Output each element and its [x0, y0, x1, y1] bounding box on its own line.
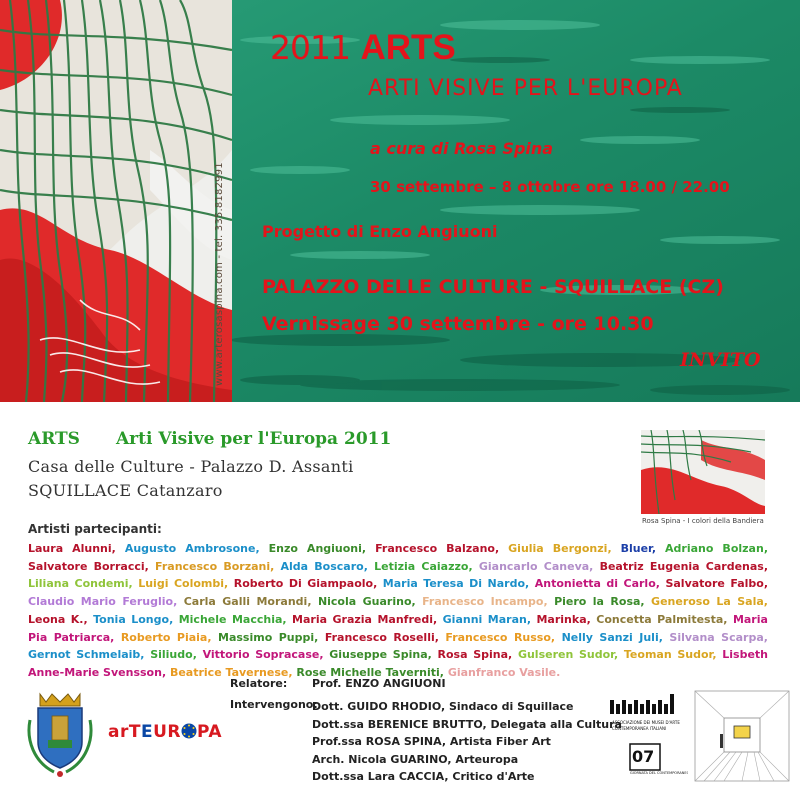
artist-separator: ,	[494, 542, 509, 555]
artist-separator: ,	[161, 665, 170, 679]
artist-name: Adriano Bolzan	[665, 542, 764, 555]
artist-name: Gianni Maran	[442, 612, 527, 626]
artist-name: Gernot Schmelaib	[28, 648, 141, 662]
artist-separator: ,	[144, 559, 156, 573]
eu-stars-icon	[181, 723, 197, 739]
arteuropa-part-a: arT	[108, 722, 141, 742]
artist-separator: ,	[224, 577, 234, 591]
artist-separator: ,	[763, 630, 768, 644]
artist-separator: ,	[373, 577, 383, 591]
artist-separator: ,	[270, 559, 281, 573]
amaci-line2: CONTEMPORANEA ITALIANI	[612, 726, 667, 731]
event-subtitle: ARTI VISIVE PER L'EUROPA	[368, 76, 683, 101]
artwork-thumbnail	[641, 430, 765, 514]
amaci-mark-icon	[608, 690, 688, 774]
artist-name: Maria Pia Patriarca	[28, 612, 768, 644]
title-year: 2011	[270, 28, 350, 67]
artist-name: Gulseren Sudor	[517, 648, 614, 662]
thumbnail-caption: Rosa Spina - I colori della Bandiera	[642, 517, 764, 525]
artist-name: Giancarlo Caneva	[478, 559, 590, 573]
artwork-thumbnail-image	[641, 430, 765, 514]
event-dates: 30 settembre – 8 ottobre ore 18.00 / 22.00	[370, 178, 730, 196]
artist-name: Michele Macchia	[178, 612, 283, 626]
artist-name: Piero la Rosa	[554, 595, 641, 609]
crest-icon	[24, 690, 96, 778]
artist-separator: ,	[83, 612, 94, 626]
artist-separator: ,	[712, 648, 723, 662]
speaker-item: Arch. Nicola GUARINO, Arteuropa	[312, 752, 519, 766]
amaci-number: 07	[632, 747, 655, 766]
artist-separator: ,	[614, 648, 624, 662]
artist-separator: ,	[255, 542, 269, 555]
artist-name: Gianfranco Vasile	[447, 665, 557, 679]
speaker-item: Dott.ssa BERENICE BRUTTO, Delegata alla Cultura	[312, 717, 622, 731]
artist-separator: ,	[543, 595, 555, 609]
artist-name: Silvana Scarpa	[669, 630, 764, 644]
artist-name: Tonia Longo	[93, 612, 170, 626]
artist-separator: ,	[288, 665, 297, 679]
artist-name: Francesco Balzano	[375, 542, 495, 555]
artist-separator: ,	[468, 559, 479, 573]
artist-name: Bluer	[620, 542, 652, 555]
artist-name: Giuseppe Spina	[329, 648, 428, 662]
artist-separator: ,	[432, 612, 443, 626]
artist-separator: ,	[207, 630, 219, 644]
venue-place: Casa delle Culture - Palazzo D. Assanti	[28, 457, 354, 476]
arteuropa-part-d: PA	[196, 722, 223, 742]
artist-separator: ,	[658, 630, 670, 644]
artist-name: Francesco Russo	[445, 630, 551, 644]
relatore-label: Relatore:	[230, 677, 288, 690]
artist-name: Carla Galli Morandi	[183, 595, 308, 609]
artist-name: Salvatore Falbo	[665, 577, 764, 591]
artist-separator: ,	[508, 648, 518, 662]
artist-name: Generoso La Sala	[651, 595, 764, 609]
artist-separator: ,	[314, 630, 325, 644]
artist-separator: ,	[173, 595, 184, 609]
artist-name: Giulia Bergonzi	[508, 542, 608, 555]
artist-name: Rosa Spina	[437, 648, 509, 662]
artist-name: Francesco Incampo	[422, 595, 544, 609]
artist-name: Luigi Colombi	[138, 577, 225, 591]
artist-separator: ,	[439, 665, 448, 679]
title-arts: ARTS	[360, 28, 456, 67]
artist-name: Lisbeth Anne-Marie Svensson	[28, 648, 769, 679]
artist-separator: ,	[110, 630, 121, 644]
amaci-day: GIORNATA DEL CONTEMPORANEO	[630, 771, 688, 774]
artist-separator: ,	[307, 595, 318, 609]
arteuropa-logo	[108, 722, 222, 742]
artist-separator: ,	[655, 577, 666, 591]
artist-name: Laura Alunni	[28, 542, 112, 555]
artist-separator: ,	[550, 630, 562, 644]
artist-separator: ,	[640, 595, 652, 609]
venue-city: SQUILLACE Catanzaro	[28, 481, 223, 500]
artist-separator: ,	[763, 559, 769, 573]
artist-name: Maria Grazia Manfredi	[292, 612, 433, 626]
artist-separator: ,	[282, 612, 293, 626]
arteuropa-part-b: E	[140, 722, 154, 742]
artist-separator: ,	[525, 577, 535, 591]
artists-list	[28, 540, 768, 682]
artist-separator: ,	[651, 542, 666, 555]
artist-separator: ,	[363, 559, 375, 573]
intervengono-label: Intervengono:	[230, 698, 318, 711]
artist-name: Nelly Sanzi Juli	[561, 630, 659, 644]
intervengono-list	[312, 698, 622, 786]
squillace-crest-logo	[24, 690, 96, 778]
project-line: Progetto di Enzo Angiuoni	[262, 222, 498, 241]
artist-name: Liliana Condemi	[28, 577, 129, 591]
artist-separator: ,	[607, 542, 621, 555]
artist-name: Salvatore Borracci	[28, 559, 145, 573]
arts-word: ARTS	[28, 429, 80, 449]
artist-name: Alda Boscaro	[280, 559, 364, 573]
artist-separator: ,	[169, 612, 179, 626]
artist-separator: ,	[586, 612, 597, 626]
artist-name: Leona K.	[28, 612, 84, 626]
artist-name: Maria Teresa Di Nardo	[382, 577, 526, 591]
artist-separator: ,	[427, 648, 438, 662]
artist-separator: ,	[589, 559, 600, 573]
artist-separator: ,	[723, 612, 733, 626]
artist-name: Francesco Roselli	[324, 630, 435, 644]
artist-separator: ,	[192, 648, 203, 662]
artist-name: Rose Michelle Taverniti	[296, 665, 440, 679]
artist-name: Antonietta di Carlo	[534, 577, 656, 591]
artist-name: Concetta Palmitesta	[596, 612, 724, 626]
artist-name: Augusto Ambrosone	[124, 542, 256, 555]
artist-name: Teoman Sudor	[623, 648, 713, 662]
artist-separator: ,	[111, 542, 125, 555]
speaker-item: Dott. GUIDO RHODIO, Sindaco di Squillace	[312, 700, 574, 713]
artists-heading: Artisti partecipanti:	[28, 522, 162, 536]
artist-separator: ,	[763, 542, 768, 555]
arts-full-title: Arti Visive per l'Europa 2011	[115, 429, 392, 449]
arts-heading	[28, 429, 391, 449]
artist-name: Beatrice Tavernese	[169, 665, 289, 679]
artist-separator: ,	[763, 595, 768, 609]
arteuropa-part-c: UR	[153, 722, 181, 742]
artist-name: Massimo Puppi	[218, 630, 315, 644]
perspective-room-icon	[694, 690, 790, 782]
artist-name: Enzo Angiuoni	[268, 542, 362, 555]
curator-line: a cura di Rosa Spina	[370, 139, 554, 158]
artist-separator: .	[556, 665, 561, 679]
perspective-room-artwork	[694, 690, 790, 782]
artist-name: Claudio Mario Feruglio	[28, 595, 174, 609]
artist-separator: ,	[411, 595, 423, 609]
vernissage-line: Vernissage 30 settembre - ore 10.30	[262, 313, 654, 335]
artist-name: Siliudo	[150, 648, 193, 662]
speaker-item: Dott.ssa Lara CACCIA, Critico d'Arte	[312, 770, 535, 783]
invito-label: INVITO	[680, 349, 761, 371]
artist-name: Francesco Borzani	[155, 559, 271, 573]
artist-separator: ,	[434, 630, 446, 644]
venue-line: PALAZZO DELLE CULTURE - SQUILLACE (CZ)	[262, 276, 724, 298]
artist-name: Nicola Guarino	[317, 595, 412, 609]
artist-separator: ,	[763, 577, 769, 591]
relatore-name: Prof. ENZO ANGIUONI	[312, 677, 446, 690]
artist-name: Beatriz Eugenia Cardenas	[599, 559, 764, 573]
artist-separator: ,	[128, 577, 139, 591]
amaci-line1: ASSOCIAZIONE DEI MUSEI D'ARTE	[612, 720, 680, 725]
artist-separator: ,	[319, 648, 330, 662]
artist-separator: ,	[526, 612, 537, 626]
speaker-item: Prof.ssa ROSA SPINA, Artista Fiber Art	[312, 735, 551, 748]
event-title	[270, 28, 456, 68]
amaci-logo	[608, 690, 688, 774]
artist-name: Letizia Caiazzo	[374, 559, 469, 573]
artist-name: Roberto Piaia	[120, 630, 208, 644]
artist-separator: ,	[140, 648, 151, 662]
artist-name: Vittorio Sopracase	[202, 648, 320, 662]
artist-name: Roberto Di Giampaolo	[233, 577, 374, 591]
artist-separator: ,	[361, 542, 376, 555]
vertical-credit: www.arterosaspina.com - tel. 335.8182991	[214, 162, 225, 386]
artist-name: Marinka	[536, 612, 587, 626]
